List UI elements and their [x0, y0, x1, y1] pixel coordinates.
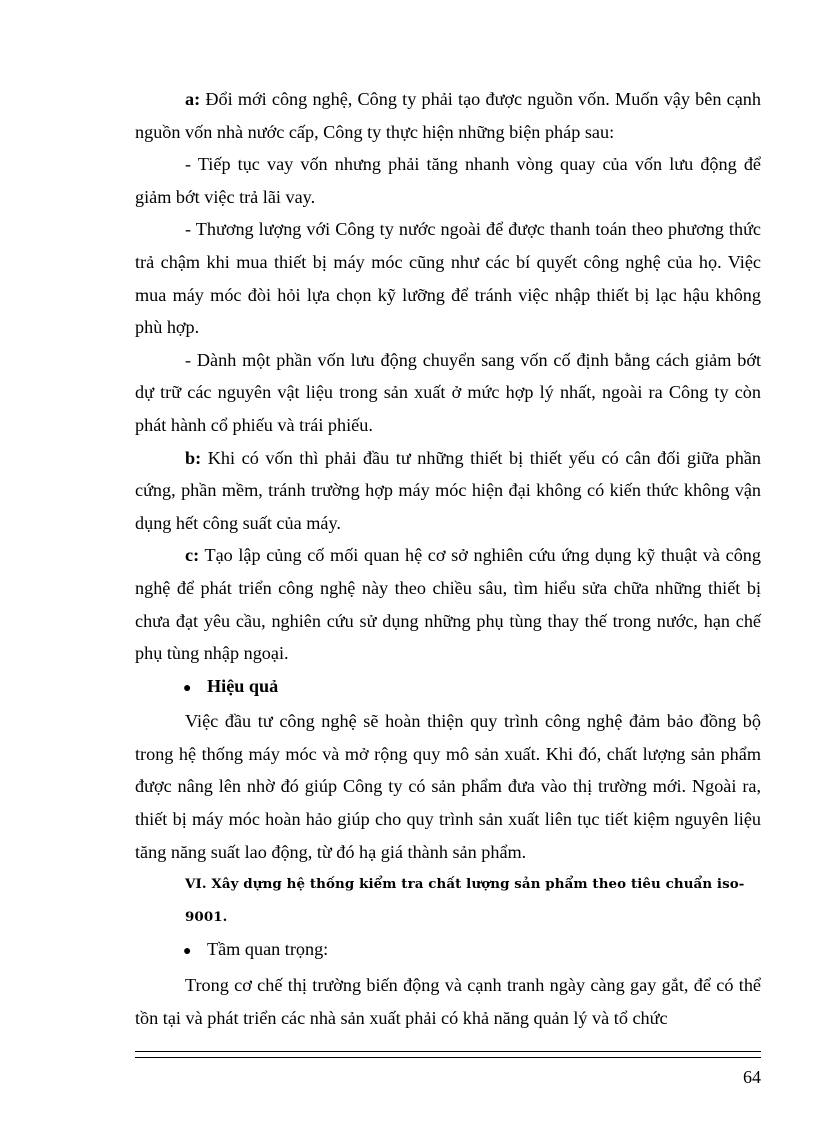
- bullet-hieu-qua-label: Hiệu quả: [207, 675, 279, 696]
- paragraph-b-text: Khi có vốn thì phải đầu tư những thiết bị thiết yếu có cân đối giữa phần cứng, phần mềm, tránh trường hợp máy móc hiện đại không có kiến thức không vận dụng hết công suất của máy.: [135, 447, 761, 533]
- paragraph-b: [135, 442, 761, 540]
- label-c: c:: [185, 545, 200, 566]
- bullet-tam-quan-trong-label: Tầm quan trọng:: [207, 939, 329, 960]
- paragraph-dash-2: - Thương lượng với Công ty nước ngoài để được thanh toán theo phương thức trả chậm khi mua thiết bị máy móc cũng như các bí quyết công nghệ của họ. Việc mua máy móc đòi hỏi lựa chọn kỹ lưỡng để tránh việc nhập thiết bị lạc hậu không phù hợp.: [135, 219, 761, 338]
- label-a: a:: [185, 89, 201, 109]
- paragraph-a: [135, 83, 761, 148]
- bullet-tam-quan-trong: [135, 933, 761, 969]
- bullet-icon: ●: [183, 680, 192, 696]
- label-b: b:: [185, 447, 202, 468]
- page-number: 64: [743, 1067, 761, 1087]
- paragraph-a-text: Đổi mới công nghệ, Công ty phải tạo được nguồn vốn. Muốn vậy bên cạnh nguồn vốn nhà nước cấp, Công ty thực hiện những biện pháp sau:: [135, 89, 761, 142]
- bullet-hieu-qua: [135, 670, 761, 706]
- document-body: [135, 83, 761, 1034]
- section-heading-vi: VI. Xây dựng hệ thống kiểm tra chất lượng sản phẩm theo tiêu chuẩn iso-9001.: [185, 876, 745, 925]
- paragraph-c: [135, 539, 761, 669]
- paragraph-last: Trong cơ chế thị trường biến động và cạnh tranh ngày càng gay gắt, để có thể tồn tại và phát triển các nhà sản xuất phải có khả năng quản lý và tổ chức: [135, 975, 761, 1028]
- paragraph-dash-1: - Tiếp tục vay vốn nhưng phải tăng nhanh vòng quay của vốn lưu động để giảm bớt việc trả lãi vay.: [135, 154, 761, 207]
- footer-double-rule: [135, 1051, 761, 1058]
- paragraph-c-text: Tạo lập củng cố mối quan hệ cơ sở nghiên cứu ứng dụng kỹ thuật và công nghệ để phát triển công nghệ này theo chiều sâu, tìm hiểu sửa chữa những thiết bị chưa đạt yêu cầu, nghiên cứu sử dụng những phụ tùng thay thế trong nước, hạn chế phụ tùng nhập ngoại.: [135, 545, 761, 664]
- paragraph-hieu-qua: Việc đầu tư công nghệ sẽ hoàn thiện quy trình công nghệ đảm bảo đồng bộ trong hệ thống máy móc và mở rộng quy mô sản xuất. Khi đó, chất lượng sản phẩm được nâng lên nhờ đó giúp Công ty có sản phẩm đưa vào thị trường mới. Ngoài ra, thiết bị máy móc hoàn hảo giúp cho quy trình sản xuất liên tục tiết kiệm nguyên liệu tăng năng suất lao động, từ đó hạ giá thành sản phẩm.: [135, 711, 761, 862]
- bullet-icon: ●: [183, 944, 192, 960]
- paragraph-dash-3: - Dành một phần vốn lưu động chuyển sang vốn cố định bằng cách giảm bớt dự trữ các nguyên vật liệu trong sản xuất ở mức hợp lý nhất, ngoài ra Công ty còn phát hành cổ phiếu và trái phiếu.: [135, 349, 761, 435]
